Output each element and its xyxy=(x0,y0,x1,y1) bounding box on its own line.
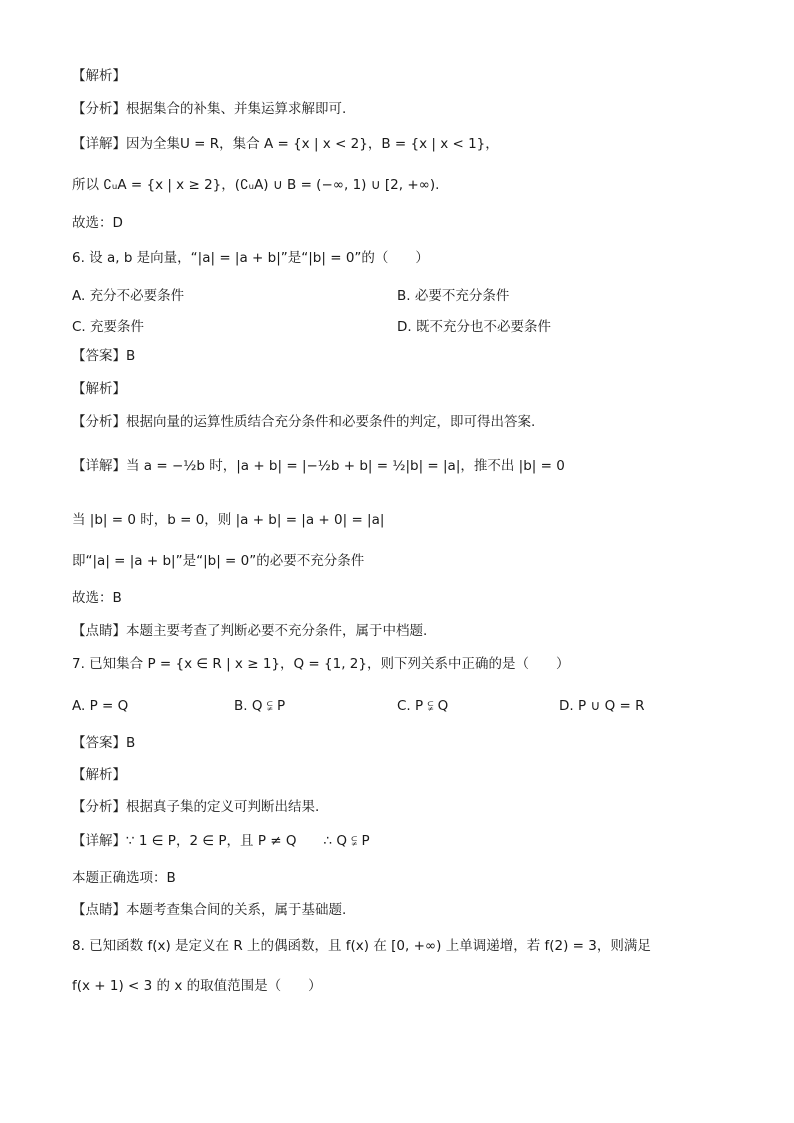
text-line-l21: 【详解】∵ 1 ∈ P，2 ∈ P，且 P ≠ Q ∴ Q ⫋ P xyxy=(72,833,370,849)
q7-option-c: C. P ⫋ Q xyxy=(397,698,449,714)
text-line-l2: 【分析】根据集合的补集、并集运算求解即可. xyxy=(72,101,347,117)
text-line-l25: f(x + 1) < 3 的 x 的取值范围是（ ） xyxy=(72,978,322,994)
q6-option-c: C. 充要条件 xyxy=(72,319,145,335)
q6-option-a: A. 充分不必要条件 xyxy=(72,288,185,304)
text-line-l9: 【解析】 xyxy=(72,381,126,397)
text-line-l19: 【解析】 xyxy=(72,767,126,783)
text-line-l15: 【点睛】本题主要考查了判断必要不充分条件，属于中档题. xyxy=(72,623,428,639)
text-line-l1: 【解析】 xyxy=(72,68,126,84)
text-line-l16: 7. 已知集合 P = {x ∈ R | x ≥ 1}，Q = {1, 2}，则下列关系中正确的是（ ） xyxy=(72,656,570,672)
text-line-l20: 【分析】根据真子集的定义可判断出结果. xyxy=(72,799,320,815)
text-line-l18: 【答案】B xyxy=(72,735,136,751)
text-line-l11: 【详解】当 a = −½b 时，|a + b| = |−½b + b| = ½|b| = |a|，推不出 |b| = 0 xyxy=(72,458,565,474)
text-line-l5: 故选：D xyxy=(72,215,123,231)
q7-option-d: D. P ∪ Q = R xyxy=(559,698,645,714)
q7-option-b: B. Q ⫋ P xyxy=(234,698,286,714)
text-line-l23: 【点睛】本题考查集合间的关系，属于基础题. xyxy=(72,902,347,918)
text-line-l4: 所以 ∁ᵤA = {x | x ≥ 2}，(∁ᵤA) ∪ B = (−∞, 1) ∪ [2, +∞). xyxy=(72,177,440,193)
text-line-l3: 【详解】因为全集U = R，集合 A = {x | x < 2}，B = {x | x < 1}， xyxy=(72,136,499,152)
text-line-l8: 【答案】B xyxy=(72,348,136,364)
q7-option-a: A. P = Q xyxy=(72,698,129,714)
q6-option-b: B. 必要不充分条件 xyxy=(397,288,510,304)
text-line-l10: 【分析】根据向量的运算性质结合充分条件和必要条件的判定，即可得出答案. xyxy=(72,414,536,430)
text-line-l13: 即“|a| = |a + b|”是“|b| = 0”的必要不充分条件 xyxy=(72,553,365,569)
text-line-l14: 故选：B xyxy=(72,590,122,606)
text-line-l22: 本题正确选项：B xyxy=(72,870,176,886)
text-line-l12: 当 |b| = 0 时，b = 0，则 |a + b| = |a + 0| = |a| xyxy=(72,512,385,528)
text-line-l6: 6. 设 a, b 是向量，“|a| = |a + b|”是“|b| = 0”的（ ） xyxy=(72,250,429,266)
q6-option-d: D. 既不充分也不必要条件 xyxy=(397,319,551,335)
text-line-l24: 8. 已知函数 f(x) 是定义在 R 上的偶函数，且 f(x) 在 [0, +∞) 上单调递增，若 f(2) = 3，则满足 xyxy=(72,938,651,954)
